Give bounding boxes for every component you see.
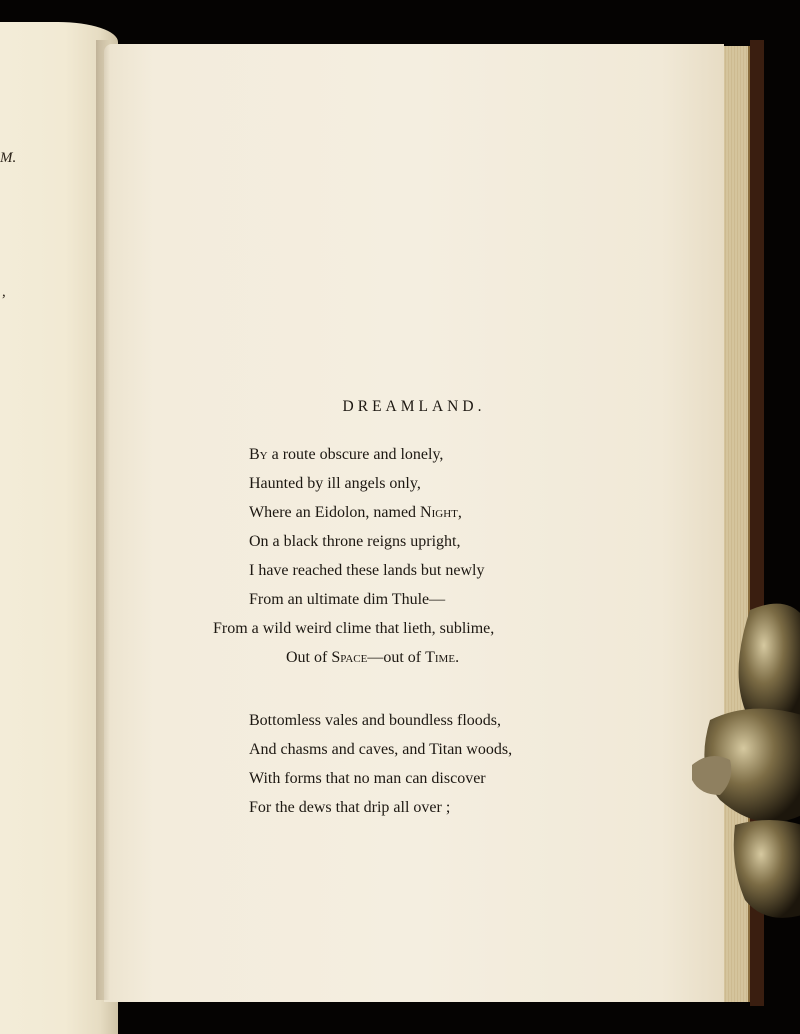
poem-line: For the dews that drip all over ; xyxy=(249,799,451,816)
brass-clasp-icon xyxy=(690,600,800,920)
poem-line: And chasms and caves, and Titan woods, xyxy=(249,741,513,758)
left-page-fragment: , xyxy=(2,284,6,300)
poem-line: With forms that no man can discover xyxy=(249,770,486,787)
poem-line: From an ultimate dim Thule— xyxy=(249,591,446,608)
poem-line: By a route obscure and lonely, xyxy=(249,446,444,463)
gutter-shadow xyxy=(96,40,110,1000)
poem-line: Bottomless vales and boundless floods, xyxy=(249,712,501,729)
poem-line: I have reached these lands but newly xyxy=(249,562,485,579)
left-page-fragment: M. xyxy=(0,150,17,166)
poem-line: Where an Eidolon, named Night, xyxy=(249,504,462,521)
poem-title: DREAMLAND. xyxy=(342,398,486,415)
poem-line: From a wild weird clime that lieth, sublime, xyxy=(213,620,495,637)
right-page xyxy=(104,44,724,1002)
poem-line: On a black throne reigns upright, xyxy=(249,533,461,550)
poem-line: Haunted by ill angels only, xyxy=(249,475,421,492)
poem-line: Out of Space—out of Time. xyxy=(286,649,460,666)
